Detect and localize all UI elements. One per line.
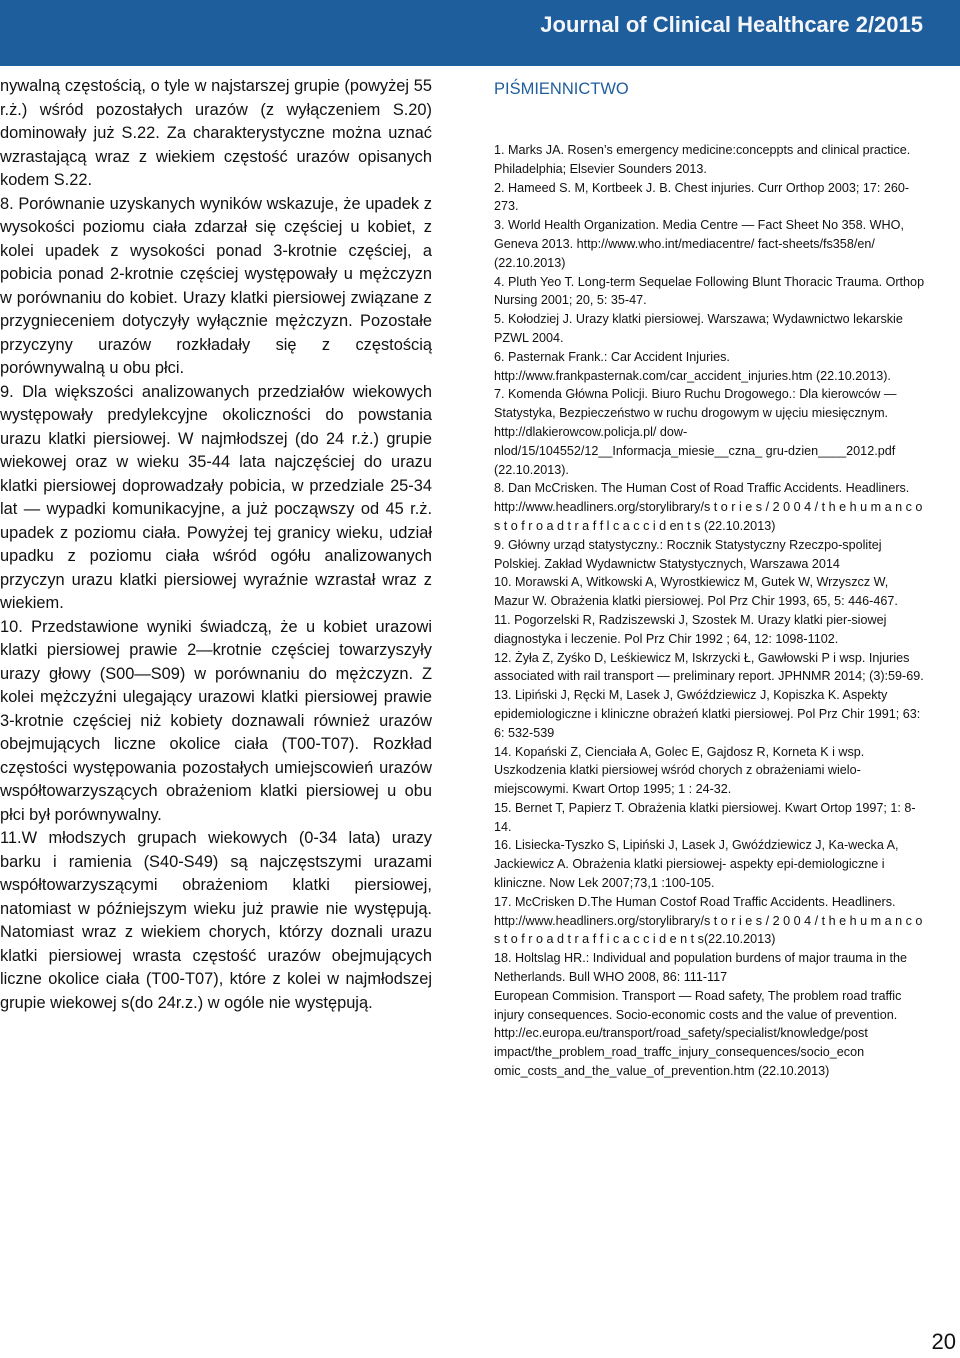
reference-item: http://ec.europa.eu/transport/road_safety/specialist/knowledge/post impact/the_problem_road_traffc_injury_consequences/socio_econ omic_costs_and_the_value_of_prevention.htm (22.10.2013) (494, 1026, 868, 1079)
reference-item: 10. Morawski A, Witkowski A, Wyrostkiewicz M, Gutek W, Wrzyszcz W, Mazur W. Obrażenia klatki piersiowej. Pol Prz Chir 1993, 65, 5: 446-467. (494, 575, 898, 609)
reference-item: 16. Lisiecka-Tyszko S, Lipiński J, Lasek J, Gwóździewicz J, Ka-wecka A, Jackiewicz A. Obrażenia klatki piersiowej- aspekty epi-demiologiczne i kliniczne. Now Lek 2007;73,1 :100-105. (494, 838, 899, 891)
reference-item: 14. Kopański Z, Cienciała A, Golec E, Gajdosz R, Korneta K i wsp. Uszkodzenia klatki piersiowej wśród chorych z obrażeniami wielo-miejscowymi. Kwart Ortop 1995; 1 : 24-32. (494, 744, 865, 797)
reference-item: 5. Kołodziej J. Urazy klatki piersiowej. Warszawa; Wydawnictwo lekarskie PZWL 2004. (494, 312, 903, 345)
references-column (494, 76, 926, 1081)
references-list (494, 141, 926, 1081)
body-paragraph: 9. Dla większości analizowanych przedziałów wiekowych występowały predylekcyjne okoliczności do powstania urazu klatki piersiowej. W najmłodszej (do 24 r.ż.) grupie wiekowej oraz w wieku 35-44 lata najczęściej do urazu klatki piersiowej doprowadzały pobicia, w przedziale 25-34 lat — wypadki komunikacyjne, a już począwszy od 45 r.ż. upadek z poziomu ciała. Powyżej tej granicy wieku, udział upadku z poziomu ciała wśród ogółu analizowanych przyczyn urazu klatki piersiowej wyraźnie wzrastał wraz z wiekiem. (0, 382, 432, 612)
references-heading: PIŚMIENNICTWO (494, 80, 629, 98)
body-text-column (0, 75, 432, 1015)
body-paragraph: nywalną częstością, o tyle w najstarszej grupie (powyżej 55 r.ż.) wśród pozostałych urazów (z wyłączeniem S.20) dominowały już S.22. Za charakterystyczne można uznać wzrastającą wraz z wiekiem częstość urazów opisanych kodem S.22. (0, 77, 432, 189)
reference-item: 2. Hameed S. M, Kortbeek J. B. Chest injuries. Curr Orthop 2003; 17: 260-273. (494, 180, 910, 214)
body-paragraph: 10. Przedstawione wyniki świadczą, że u kobiet urazowi klatki piersiowej prawie 2—krotnie częściej towarzyszyły urazy głowy (S00—S09) w porównaniu do mężczyzn. Z kolei mężczyźni ulegający urazowi klatki piersiowej prawie 3-krotnie częściej niż kobiety doznawali również urazów obejmujących liczne okolice ciała (T00-T07). Rozkład częstości występowania pozostałych umiejscowień urazów współtowarzyszących obrażeniom klatki piersiowej u obu płci był porównywalny. (0, 617, 432, 824)
reference-item: 6. Pasternak Frank.: Car Accident Injuries. http://www.frankpasternak.com/car_accident_injuries.htm (22.10.2013). (494, 349, 891, 383)
reference-item: 18. Holtslag HR.: Individual and population burdens of major trauma in the Netherlands. Bull WHO 2008, 86: 111-117 (494, 951, 908, 985)
body-paragraph: 8. Porównanie uzyskanych wyników wskazuje, że upadek z wysokości poziomu ciała zdarzał się częściej u kobiet, z kolei upadek z wysokości ponad 3-krotnie częściej, a pobicia ponad 2-krotnie częściej występowały u mężczyzn w porównaniu do kobiet. Urazy klatki piersiowej związane z przygnieceniem dotyczyły wyłącznie mężczyzn. Pozostałe przyczyny urazów rozkładały się z częstością porównywalną u obu płci. (0, 194, 432, 377)
reference-item: 13. Lipiński J, Ręcki M, Lasek J, Gwóździewicz J, Kopiszka K. Aspekty epidemiologiczne i kliniczne obrażeń klatki piersiowej. Pol Prz Chir 1991; 63: 6: 532-539 (494, 688, 921, 740)
reference-item: 15. Bernet T, Papierz T. Obrażenia klatki piersiowej. Kwart Ortop 1997; 1: 8-14. (494, 800, 916, 834)
reference-item: European Commision. Transport — Road safety, The problem road traffic injury consequences. Socio-economic costs and the value of prevention. (494, 988, 902, 1022)
reference-item: 11. Pogorzelski R, Radziszewski J, Szostek M. Urazy klatki pier-siowej diagnostyka i leczenie. Pol Prz Chir 1992 ; 64, 12: 1098-1102. (494, 612, 887, 646)
journal-header-bar (0, 0, 960, 66)
reference-item: 7. Komenda Główna Policji. Biuro Ruchu Drogowego.: Dla kierowców — Statystyka, Bezpieczeństwo w ruchu drogowym w ujęciu miesięcznym. http://dlakierowcow.policja.pl/ dow-nlod/15/104552/12__Informacja_miesie__czna_ gru-dzien____2012.pdf (22.10.2013). (494, 387, 897, 477)
reference-item: 8. Dan McCrisken. The Human Cost of Road Traffic Accidents. Headliners. http://www.headliners.org/storylibrary/s t o r i e s / 2 0 0 4 / t h e h u m a n c o s t o f r o a d t r a f f l c a c c i d en t s (22.10.2013) (494, 481, 923, 533)
reference-item: 3. World Health Organization. Media Centre — Fact Sheet No 358. WHO, Geneva 2013. http://www.who.int/mediacentre/ fact-sheets/fs358/en/ (22.10.2013) (494, 218, 904, 270)
reference-item: 9. Główny urząd statystyczny.: Rocznik Statystyczny Rzeczpo-spolitej Polskiej. Zakład Wydawnictw Statystycznych, Warszawa 2014 (494, 537, 882, 571)
body-paragraph: 11.W młodszych grupach wiekowych (0-34 lata) urazy barku i ramienia (S40-S49) są najczęstszymi urazami współtowarzyszącymi obrażeniom klatki piersiowej, natomiast w późniejszym wieku już prawie nie występują. Natomiast wraz z wiekiem chorych, którzy doznali urazu klatki piersiowej wrasta częstość urazów obejmujących liczne okolice ciała (T00-T07), które z kolei w najmłodszej grupie wiekowej s(do 24r.z.) w ogóle nie występują. (0, 829, 432, 1012)
reference-item: 17. McCrisken D.The Human Costof Road Traffic Accidents. Headliners. http://www.headliners.org/storylibrary/s t o r i e s / 2 0 0 4 / t h e h u m a n c o s t o f r o a d t r a f f i c a c c i d e n t s(22.10.2013) (494, 894, 923, 947)
reference-item: 12. Żyła Z, Zyśko D, Leśkiewicz M, Iskrzycki Ł, Gawłowski P i wsp. Injuries associated with rail transport — preliminary report. JPHNMR 2014; (3):59-69. (494, 650, 924, 684)
reference-item: 4. Pluth Yeo T. Long-term Sequelae Following Blunt Thoracic Trauma. Orthop Nursing 2001; 20, 5: 35-47. (494, 274, 925, 308)
reference-item: 1. Marks JA. Rosen’s emergency medicine:conceppts and clinical practice. Philadelphia; Elsevier Sounders 2013. (494, 143, 911, 176)
journal-title: Journal of Clinical Healthcare 2/2015 (540, 12, 923, 37)
page-number: 20 (931, 1329, 956, 1354)
